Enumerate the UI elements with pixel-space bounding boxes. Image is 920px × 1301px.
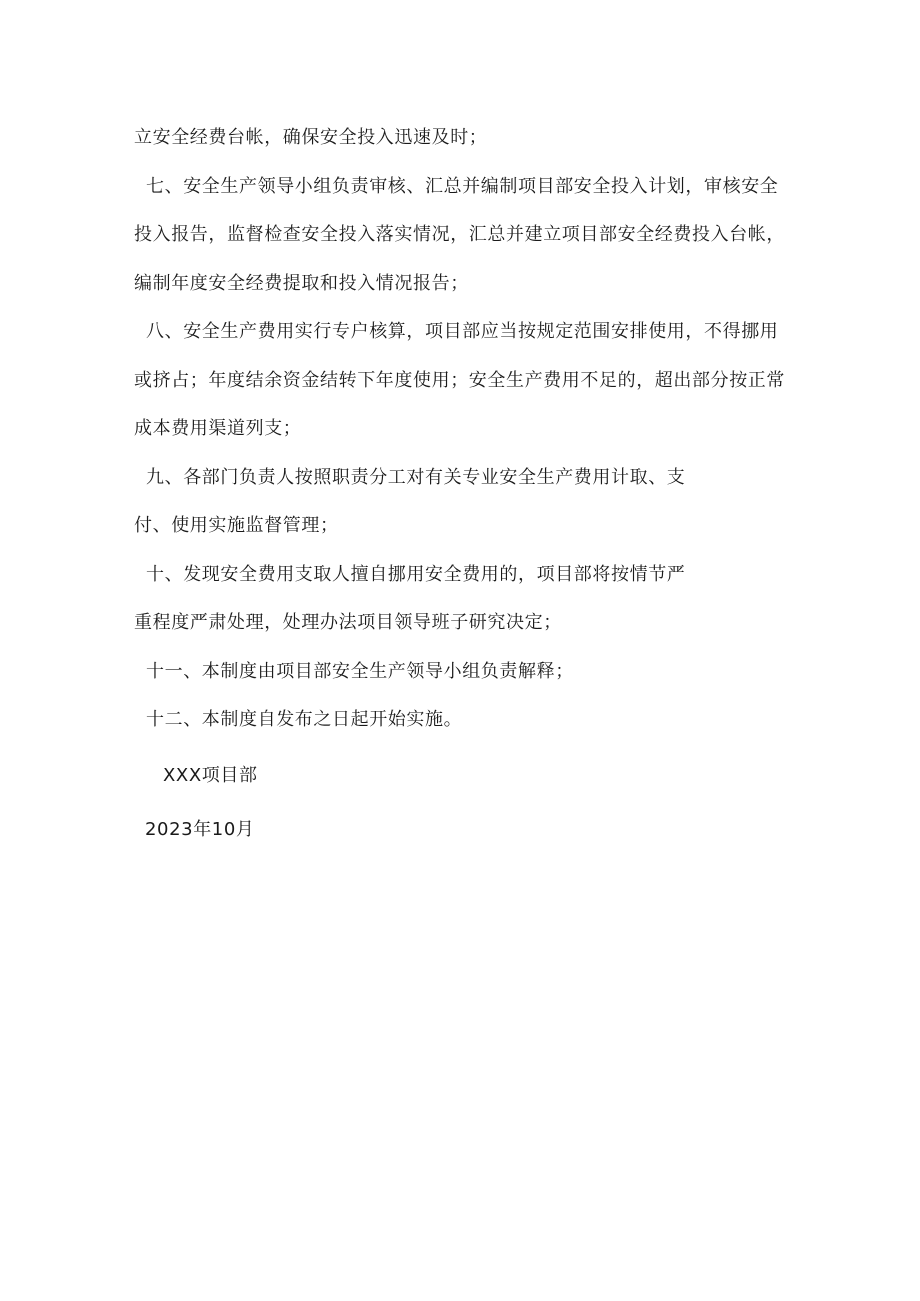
paragraph-line: 七、安全生产领导小组负责审核、汇总并编制项目部安全投入计划，审核安全 (146, 176, 779, 197)
paragraph-line: 十、发现安全费用支取人擅自挪用安全费用的，项目部将按情节严 (146, 564, 686, 585)
paragraph-line: 十二、本制度自发布之日起开始实施。 (146, 709, 463, 730)
signature-date: 2023年10月 (145, 819, 255, 840)
signature-organization: XXX项目部 (163, 765, 258, 786)
paragraph-line: 立安全经费台帐，确保安全投入迅速及时； (134, 127, 488, 148)
paragraph-line: 成本费用渠道列支； (134, 418, 302, 439)
paragraph-line: 编制年度安全经费提取和投入情况报告； (134, 273, 469, 294)
paragraph-line: 付、使用实施监督管理； (134, 515, 339, 536)
paragraph-line: 八、安全生产费用实行专户核算，项目部应当按规定范围安排使用，不得挪用 (146, 321, 779, 342)
paragraph-line: 十一、本制度由项目部安全生产领导小组负责解释； (146, 661, 574, 682)
paragraph-line: 投入报告，监督检查安全投入落实情况，汇总并建立项目部安全经费投入台帐， (134, 224, 785, 245)
paragraph-line: 重程度严肃处理，处理办法项目领导班子研究决定； (134, 612, 562, 633)
paragraph-line: 或挤占；年度结余资金结转下年度使用；安全生产费用不足的，超出部分按正常 (134, 370, 785, 391)
paragraph-line: 九、各部门负责人按照职责分工对有关专业安全生产费用计取、支 (146, 467, 686, 488)
